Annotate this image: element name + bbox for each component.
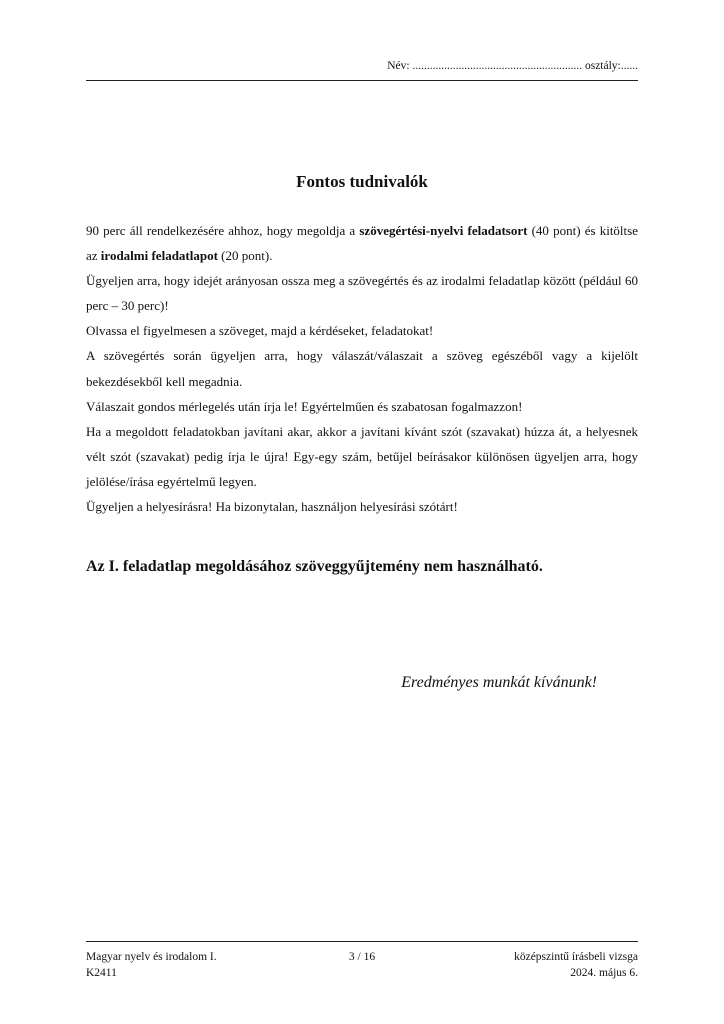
footer-page-number: 3 / 16	[348, 951, 376, 963]
instruction-paragraph-3: Olvassa el figyelmesen a szöveget, majd a kérdéseket, feladatokat!	[86, 323, 434, 339]
instruction-paragraph-4: A szövegértés során ügyeljen arra, hogy válaszát/válaszait a szöveg egészéből vagy a kijelölt bekezdésekből kell megadnia.	[86, 348, 638, 389]
notice-no-anthology: Az I. feladatlap megoldásához szöveggyűjtemény nem használható.	[86, 558, 543, 575]
instructions-body	[86, 218, 638, 519]
instruction-1-part-c: (20 pont).	[217, 248, 273, 264]
instruction-paragraph-7: Ügyeljen a helyesírásra! Ha bizonytalan, használjon helyesírási szótárt!	[86, 499, 458, 515]
instruction-1-part-b: (40 pont) és kitöltse az	[86, 223, 638, 264]
footer-date: 2024. május 6.	[570, 967, 638, 979]
instruction-paragraph-1	[86, 218, 638, 268]
instruction-paragraph-6: Ha a megoldott feladatokban javítani akar, akkor a javítani kívánt szót (szavakat) húzza át, a helyesnek vélt szót (szavakat) pedig írja le újra! Egy-egy szám, betűjel beírásakor különösen ügyeljen arra, hogy jelölése/írása egyértelmű legyen.	[86, 423, 638, 489]
closing-wish: Eredményes munkát kívánunk!	[401, 674, 597, 691]
instruction-1-bold-task: szövegértési-nyelvi feladatsort	[359, 223, 528, 238]
header-divider	[86, 80, 638, 81]
instruction-1-part-a: 90 perc áll rendelkezésére ahhoz, hogy megoldja a	[86, 223, 360, 238]
instruction-1-bold-literature: irodalmi feladatlapot	[100, 248, 218, 264]
footer-divider	[86, 941, 638, 942]
footer-spacer	[270, 965, 454, 981]
instruction-paragraph-2: Ügyeljen arra, hogy idejét arányosan ossza meg a szövegértés és az irodalmi feladatlap között (például 60 perc – 30 perc)!	[86, 273, 638, 314]
instruction-paragraph-5: Válaszait gondos mérlegelés után írja le! Egyértelműen és szabatosan fogalmazzon!	[86, 398, 523, 414]
page-title: Fontos tudnivalók	[296, 172, 428, 191]
header-name-class-field: Név: ........................................................... osztály:......	[387, 60, 638, 72]
footer	[86, 949, 638, 981]
footer-subject: Magyar nyelv és irodalom I.	[86, 951, 217, 963]
footer-exam-level: középszintű írásbeli vizsga	[514, 951, 638, 963]
footer-code: K2411	[86, 967, 117, 979]
